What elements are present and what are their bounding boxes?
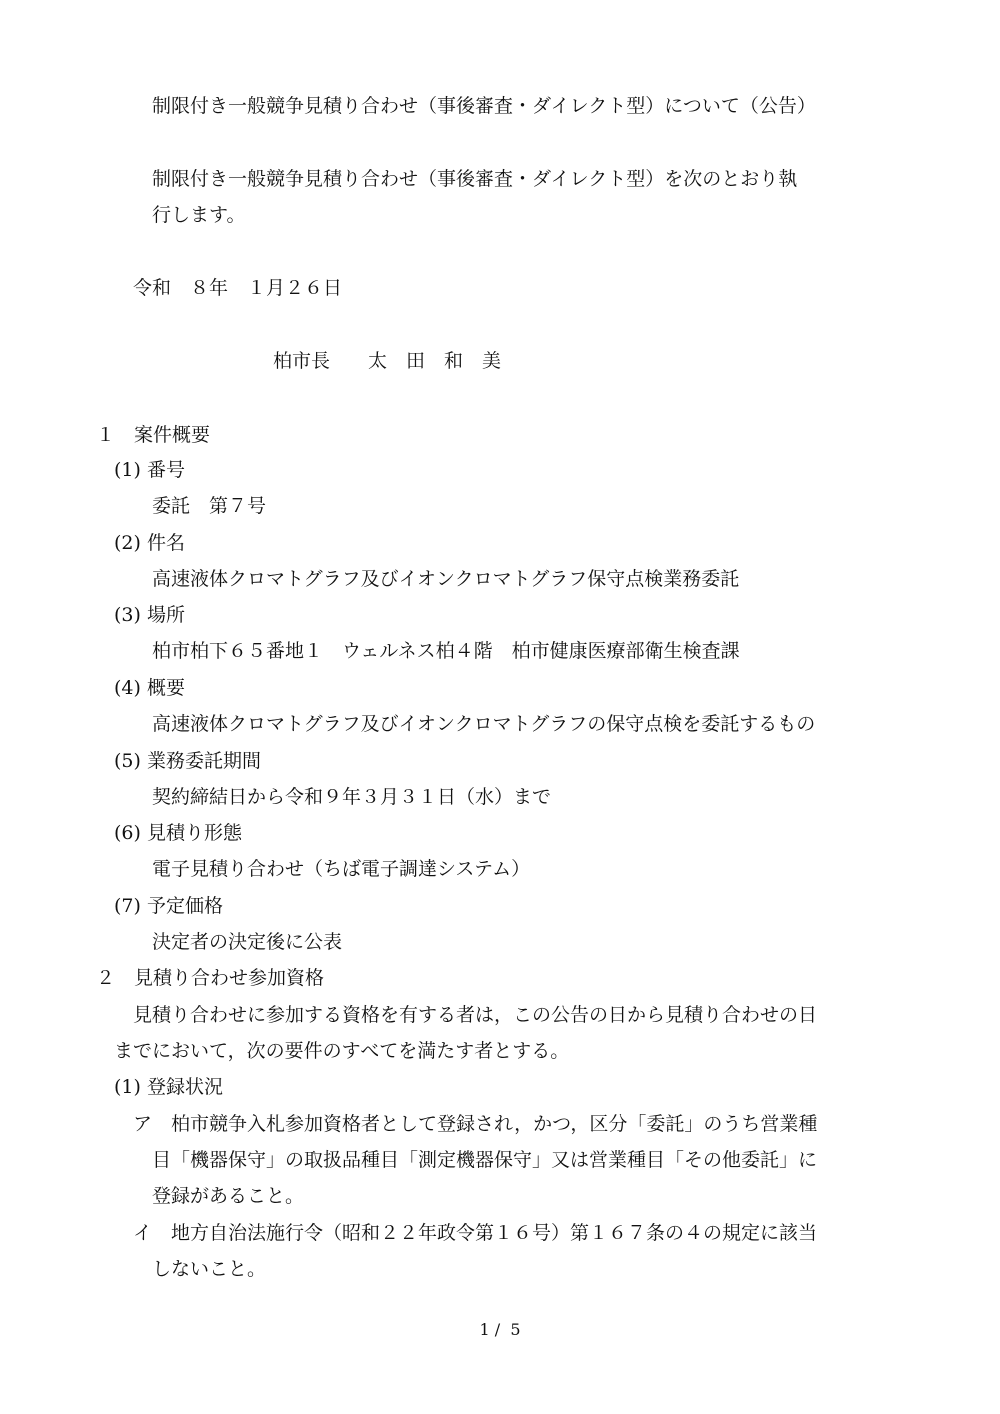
issuer-name: 柏市長 太 田 和 美 [273,350,502,372]
item-3-label: (3) 場所 [114,604,185,626]
item-7-label: (7) 予定価格 [114,895,223,917]
intro-line-1: 制限付き一般競争見積り合わせ（事後審査・ダイレクト型）を次のとおり執 [152,168,798,190]
item-5-label: (5) 業務委託期間 [114,750,261,772]
notice-title: 制限付き一般競争見積り合わせ（事後審査・ダイレクト型）について（公告） [152,95,816,117]
section-2-intro-line-1: 見積り合わせに参加する資格を有する者は，この公告の日から見積り合わせの日 [133,1004,818,1026]
sub-1-label: (1) 登録状況 [114,1076,223,1098]
item-6-value: 電子見積り合わせ（ちば電子調達システム） [152,858,531,880]
item-i-line-1: イ 地方自治法施行令（昭和２２年政令第１６号）第１６７条の４の規定に該当 [133,1222,818,1244]
item-4-label: (4) 概要 [114,677,185,699]
item-1-label: (1) 番号 [114,459,185,481]
intro-line-2: 行します。 [152,204,246,226]
notice-date: 令和 ８年 １月２６日 [133,277,343,299]
item-a-line-2: 目「機器保守」の取扱品種目「測定機器保守」又は営業種目「その他委託」に [152,1149,818,1171]
item-2-label: (2) 件名 [114,532,185,554]
section-1-heading: １ 案件概要 [96,424,211,446]
item-2-value: 高速液体クロマトグラフ及びイオンクロマトグラフ保守点検業務委託 [152,568,740,590]
item-3-value: 柏市柏下６５番地１ ウェルネス柏４階 柏市健康医療部衛生検査課 [152,640,740,662]
item-a-line-1: ア 柏市競争入札参加資格者として登録され，かつ，区分「委託」のうち営業種 [133,1113,818,1135]
section-2-heading: ２ 見積り合わせ参加資格 [96,967,325,989]
item-7-value: 決定者の決定後に公表 [152,931,343,953]
item-4-value: 高速液体クロマトグラフ及びイオンクロマトグラフの保守点検を委託するもの [152,713,816,735]
item-a-line-3: 登録があること。 [152,1185,305,1207]
item-i-line-2: しないこと。 [152,1258,267,1280]
section-2-intro-line-2: までにおいて，次の要件のすべてを満たす者とする。 [114,1040,570,1062]
item-1-value: 委託 第７号 [152,495,267,517]
page-number: 1 / 5 [479,1320,521,1339]
item-5-value: 契約締結日から令和９年３月３１日（水）まで [152,786,552,808]
item-6-label: (6) 見積り形態 [114,822,242,844]
